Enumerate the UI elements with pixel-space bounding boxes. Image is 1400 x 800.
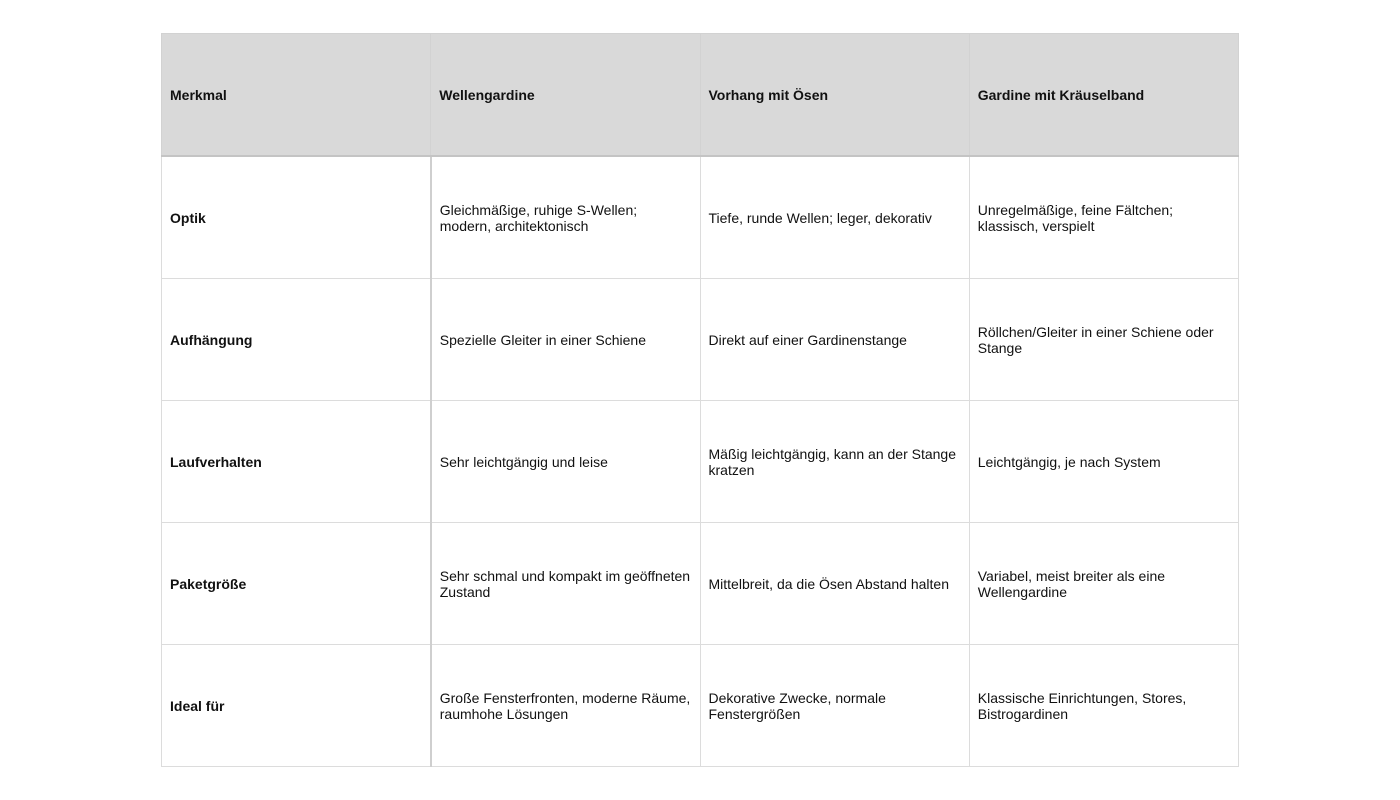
table-header — [162, 34, 1239, 157]
table-row-paketgroesse — [162, 523, 1239, 645]
header-gardine-mit-kraeuselband: Gardine mit Kräuselband — [969, 34, 1238, 157]
table-cell: Variabel, meist breiter als eine Wellengardine — [969, 523, 1238, 645]
table-cell: Mittelbreit, da die Ösen Abstand halten — [700, 523, 969, 645]
row-label: Aufhängung — [162, 279, 431, 401]
comparison-table-container — [161, 33, 1239, 767]
table-cell: Dekorative Zwecke, normale Fenstergrößen — [700, 645, 969, 767]
table-cell: Sehr leichtgängig und leise — [431, 401, 700, 523]
table-cell: Direkt auf einer Gardinenstange — [700, 279, 969, 401]
header-vorhang-mit-oesen: Vorhang mit Ösen — [700, 34, 969, 157]
table-cell: Leichtgängig, je nach System — [969, 401, 1238, 523]
table-cell: Röllchen/Gleiter in einer Schiene oder Stange — [969, 279, 1238, 401]
table-cell: Mäßig leichtgängig, kann an der Stange kratzen — [700, 401, 969, 523]
table-row-ideal-fuer — [162, 645, 1239, 767]
row-label: Optik — [162, 156, 431, 279]
table-row-optik — [162, 156, 1239, 279]
table-cell: Tiefe, runde Wellen; leger, dekorativ — [700, 156, 969, 279]
header-row — [162, 34, 1239, 157]
table-cell: Große Fensterfronten, moderne Räume, raumhohe Lösungen — [431, 645, 700, 767]
row-label: Laufverhalten — [162, 401, 431, 523]
table-cell: Spezielle Gleiter in einer Schiene — [431, 279, 700, 401]
table-cell: Klassische Einrichtungen, Stores, Bistrogardinen — [969, 645, 1238, 767]
table-row-aufhaengung — [162, 279, 1239, 401]
table-cell: Unregelmäßige, feine Fältchen; klassisch, verspielt — [969, 156, 1238, 279]
row-label: Paketgröße — [162, 523, 431, 645]
table-cell: Sehr schmal und kompakt im geöffneten Zustand — [431, 523, 700, 645]
comparison-table — [161, 33, 1239, 767]
table-cell: Gleichmäßige, ruhige S-Wellen; modern, architektonisch — [431, 156, 700, 279]
table-body — [162, 156, 1239, 767]
row-label: Ideal für — [162, 645, 431, 767]
table-row-laufverhalten — [162, 401, 1239, 523]
header-merkmal: Merkmal — [162, 34, 431, 157]
header-wellengardine: Wellengardine — [431, 34, 700, 157]
